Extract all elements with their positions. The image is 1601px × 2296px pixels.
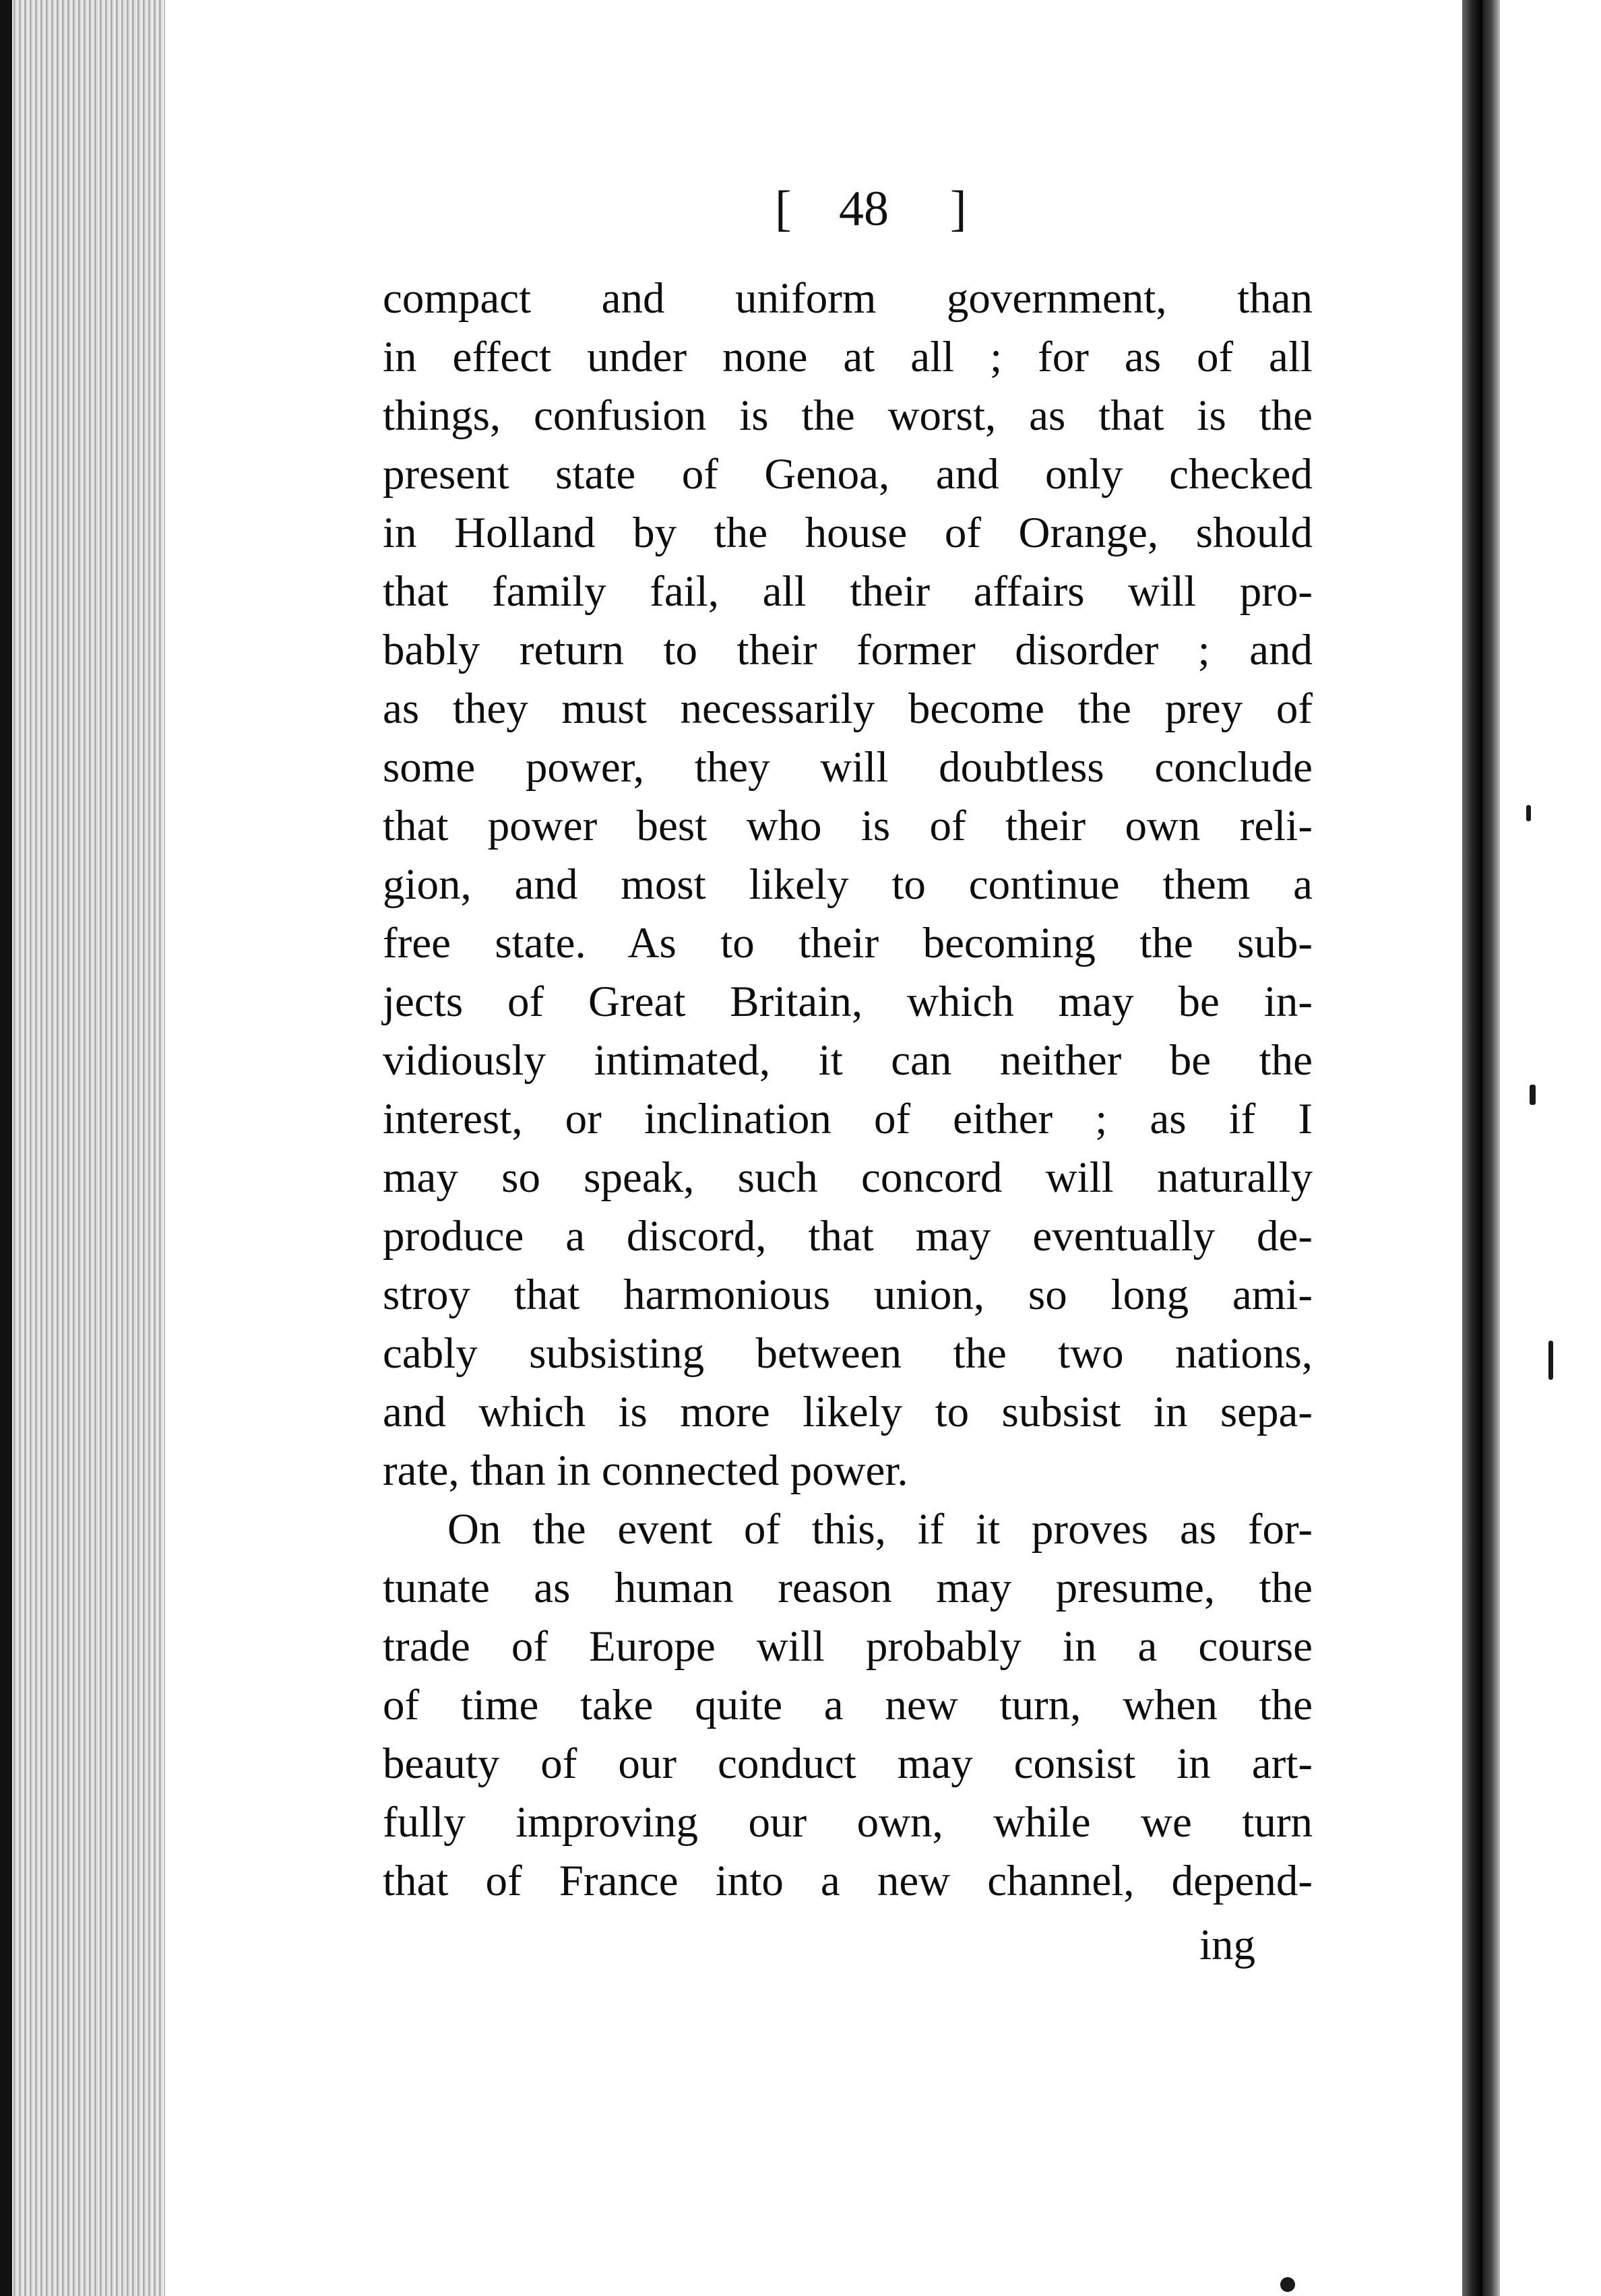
page-edges [0, 0, 165, 2296]
header-right-bracket: ] [950, 181, 967, 236]
text-line: interest, or inclination of either ; as if I [383, 1095, 1313, 1143]
text-line: vidiously intimated, it can neither be the [383, 1036, 1313, 1085]
text-line: produce a discord, that may eventually de- [383, 1212, 1313, 1261]
text-line: that of France into a new channel, depend- [383, 1857, 1313, 1905]
text-line: compact and uniform government, than [383, 274, 1313, 323]
facing-page-edge [1482, 0, 1500, 2296]
facing-page [1482, 0, 1601, 2296]
book-gutter [1462, 0, 1482, 2296]
text-line: things, confusion is the worst, as that is the [383, 391, 1313, 440]
text-line: cably subsisting between the two nations, [383, 1329, 1313, 1378]
catchword: ing [1199, 1921, 1256, 1969]
text-line: in Holland by the house of Orange, should [383, 509, 1313, 557]
text-line: rate, than in connected power. [383, 1446, 908, 1495]
text-line-paragraph-start: On the event of this, if it proves as for- [447, 1505, 1313, 1554]
text-line: fully improving our own, while we turn [383, 1798, 1313, 1847]
text-line: stroy that harmonious union, so long ami- [383, 1271, 1313, 1319]
page-number: 48 [839, 181, 889, 236]
text-line: in effect under none at all ; for as of all [383, 333, 1313, 381]
text-line: of time take quite a new turn, when the [383, 1681, 1313, 1729]
text-line: free state. As to their becoming the sub- [383, 919, 1313, 967]
ink-speck [1280, 2277, 1295, 2292]
text-line: present state of Genoa, and only checked [383, 450, 1313, 499]
text-line: beauty of our conduct may consist in art- [383, 1740, 1313, 1788]
body-text [383, 269, 1313, 1911]
text-line: as they must necessarily become the prey of [383, 684, 1313, 733]
text-line: gion, and most likely to continue them a [383, 860, 1313, 909]
text-line: and which is more likely to subsist in sepa- [383, 1388, 1313, 1436]
ink-speck [1526, 805, 1531, 821]
ink-speck [1548, 1341, 1553, 1380]
text-line: some power, they will doubtless conclude [383, 743, 1313, 792]
text-line: tunate as human reason may presume, the [383, 1564, 1313, 1612]
text-line: bably return to their former disorder ; and [383, 626, 1313, 674]
text-line: trade of Europe will probably in a course [383, 1622, 1313, 1671]
text-line: that family fail, all their affairs will pro- [383, 567, 1313, 616]
header-left-bracket: [ [775, 181, 792, 236]
text-line: that power best who is of their own reli- [383, 802, 1313, 850]
text-line: jects of Great Britain, which may be in- [383, 978, 1313, 1026]
text-line: may so speak, such concord will naturally [383, 1153, 1313, 1202]
ink-speck [1530, 1085, 1536, 1105]
